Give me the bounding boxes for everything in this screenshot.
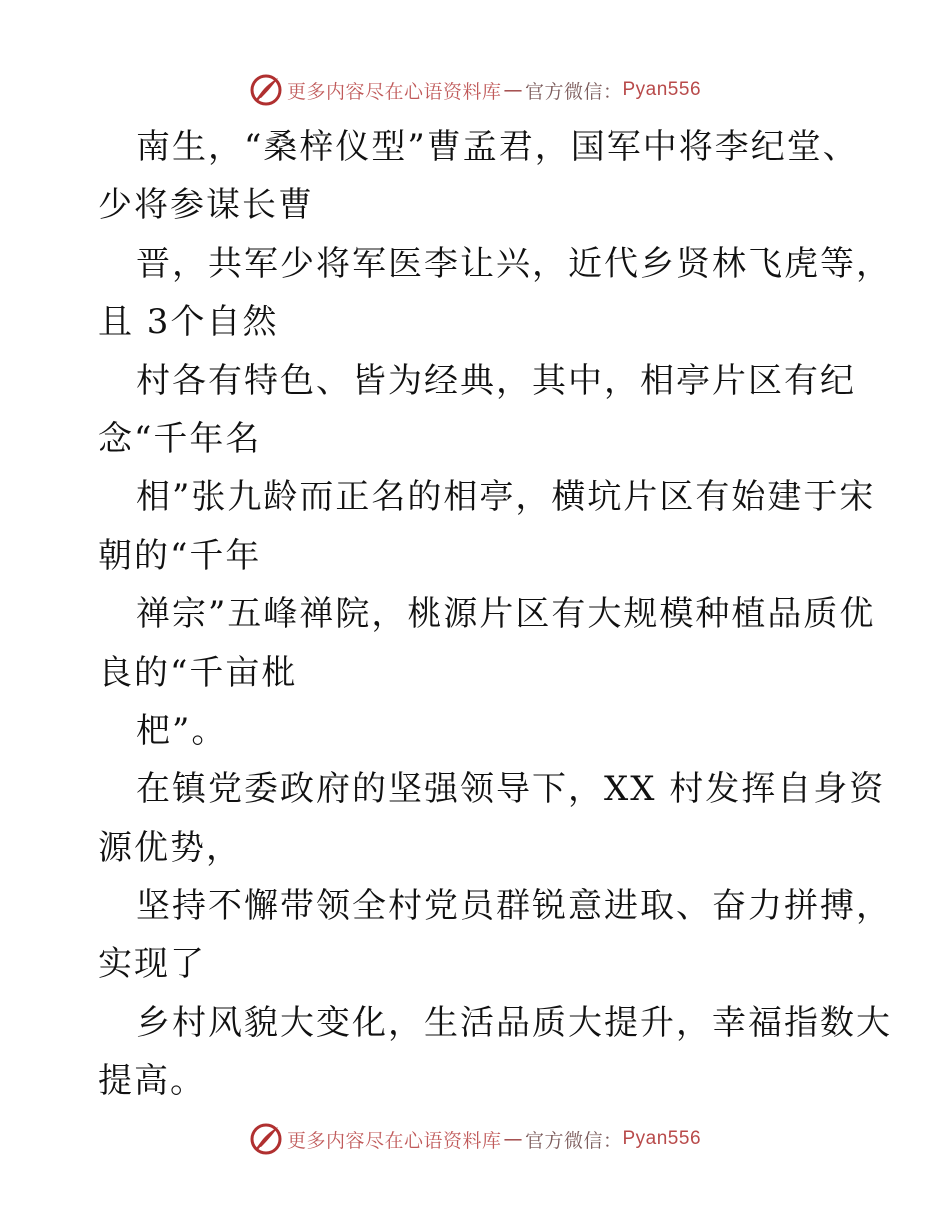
text-line: 少将参谋长曹 bbox=[98, 185, 314, 226]
text-line: 实现了 bbox=[98, 944, 206, 985]
text-line: 村各有特色、皆为经典，其中，相亭片区有纪 bbox=[136, 360, 856, 401]
banner-wechat-label: 官方微信： bbox=[524, 80, 623, 103]
text-line: 良的“千亩枇 bbox=[98, 652, 298, 693]
text-line: 相”张九龄而正名的相亭，横坑片区有始建于宋 bbox=[136, 477, 876, 518]
banner-wechat-id: Pyan556 bbox=[622, 79, 702, 100]
text-line: 且 3个自然 bbox=[98, 302, 279, 343]
text-line: 南生，“桑梓仪型”曹孟君，国军中将李纪堂、 bbox=[136, 127, 859, 167]
banner-wechat-label: 官方微信： bbox=[524, 1129, 623, 1152]
quill-logo-icon bbox=[249, 73, 283, 107]
banner-wechat-id: Pyan556 bbox=[622, 1128, 702, 1149]
text-line: 在镇党委政府的坚强领导下，XX 村发挥自身资 bbox=[136, 769, 886, 810]
text-line: 源优势， bbox=[98, 827, 242, 868]
text-line: 禅宗”五峰禅院，桃源片区有大规模种植品质优 bbox=[136, 594, 876, 635]
banner-separator: — bbox=[503, 1128, 523, 1150]
text-line: 朝的“千年 bbox=[98, 535, 262, 576]
text-line: 杷”。 bbox=[136, 710, 228, 751]
header-banner bbox=[0, 70, 950, 110]
banner-separator: — bbox=[503, 79, 523, 101]
text-line: 念“千年名 bbox=[98, 418, 262, 459]
text-line: 晋，共军少将军医李让兴，近代乡贤林飞虎等， bbox=[136, 243, 892, 284]
banner-site-text: 更多内容尽在心语资料库 bbox=[286, 1129, 502, 1152]
text-line: 坚持不懈带领全村党员群锐意进取、奋力拼搏， bbox=[136, 886, 892, 927]
text-line: 乡村风貌大变化，生活品质大提升，幸福指数大 bbox=[136, 1002, 892, 1043]
body-text bbox=[98, 118, 892, 1111]
quill-logo-icon bbox=[249, 1122, 283, 1156]
text-line: 提高。 bbox=[98, 1061, 206, 1102]
banner-site-text: 更多内容尽在心语资料库 bbox=[286, 80, 502, 103]
footer-banner bbox=[0, 1119, 950, 1159]
